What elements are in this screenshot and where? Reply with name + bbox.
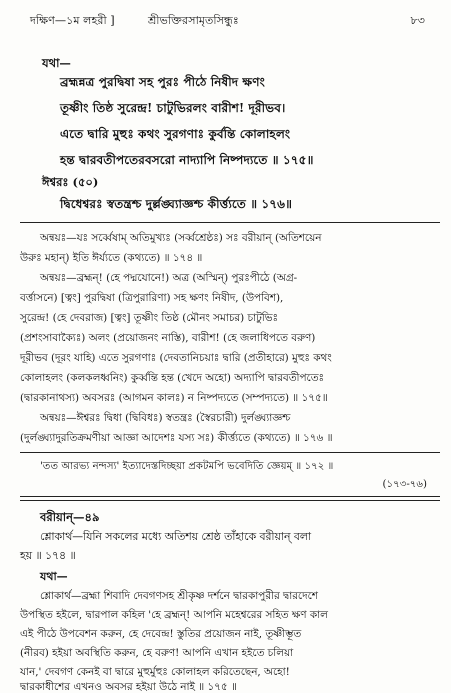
translation-line: শ্লোকার্থ—যিনি সকলের মধ্যে অতিশয় শ্রেষ্ঠ তাঁহাকে বরীয়ান্ বলা bbox=[40, 530, 312, 543]
verse-line: হন্ত দ্বারবতীপতেরবসরো নাদ্যাপি নিষ্পদ্যতে ॥ ১৭৫॥ bbox=[60, 153, 314, 167]
commentary-line: সুরেন্দ্র! (হে দেবরাজ) [ত্বং] তূষ্ণীং তিষ্ঠ (মৌনং সমাচর) চাটুভিঃ bbox=[20, 312, 279, 324]
commentary-line: দূরীভব (দূরং যাহি) এতে সুরগণাঃ (দেবতানিচয়াঃ দ্বারি (প্রতীহারে) মুহুঃ কথং bbox=[20, 352, 332, 364]
verse-line: এতে দ্বারি মুহুঃ কথং সুরগণাঃ কুর্বন্তি কোলাহলং bbox=[60, 127, 291, 141]
translation-line: হয় ॥ ১৭৪ ॥ bbox=[20, 549, 76, 562]
divider bbox=[20, 452, 440, 453]
chapter-label: দক্ষিণ—১ম লহরী ] bbox=[30, 14, 115, 27]
running-header bbox=[30, 12, 425, 30]
commentary-line: (দুর্লঙ্ঘ্যাদুরতিক্রমণীয়া আজ্ঞা আদেশঃ যস্য সঃ) কীর্ত্ত্যতে (কথ্যতে) ॥ ১৭৬ ॥ bbox=[20, 432, 333, 444]
commentary-line: (প্রশংসাবাক্যৈঃ) অলং (প্রয়োজনং নাস্তি), বারীশ! (হে জলাধিপতে বরুণ) bbox=[20, 332, 316, 344]
verse-label: যথা— bbox=[42, 56, 71, 70]
note-line: 'তত আরভ্য নন্দস্য' ইত্যাদেস্তদিচ্ছয়া প্রকটমপি ভবেদিতি জ্ঞেয়ম্ ॥ ১৭২ ॥ bbox=[40, 461, 334, 472]
translation-line: শ্লোকার্থ—ব্রহ্মা শিবাদি দেবগণসহ শ্রীকৃষ্ণ দর্শনে দ্বারকাপুরীর দ্বারদেশে bbox=[40, 590, 318, 602]
double-divider bbox=[20, 496, 440, 501]
commentary-line: (দ্বারকানাথস্য) অবসরঃ (আগমন কালঃ) ন নিষ্পদ্যতে (সম্পদ্যতে) ॥ ১৭৫॥ bbox=[20, 392, 328, 404]
section-heading: বরীয়ান্—৪৯ bbox=[40, 510, 100, 524]
translation-label: যথা— bbox=[40, 570, 68, 583]
note-verse-range: (১৭৩-৭৬) bbox=[382, 479, 427, 490]
divider bbox=[20, 222, 440, 223]
translation-line: এই পীঠে উপবেশন করুন, হে দেবেন্দ্র! স্তুতির প্রয়োজন নাই, তূষ্ণীম্ভূত bbox=[20, 628, 302, 640]
commentary-line: উরুঃ মহান্) ইতি ঈর্য্যতে (কথ্যতে) ॥ ১৭৪ ॥ bbox=[20, 252, 203, 264]
verse-line: ব্রহ্মন্নত্র পুরদ্বিষা সহ পুরঃ পীঠে নিষীদ ক্ষণং bbox=[60, 75, 265, 89]
commentary-line: অন্বয়ঃ—ব্রহ্মন্! (হে পদ্মযোনে!) অত্র (অস্মিন্) পুরঃপীঠে (অগ্র- bbox=[40, 272, 298, 284]
book-title: শ্রীভক্তিরসামৃতসিন্ধুঃ bbox=[148, 14, 239, 27]
translation-line: দ্বারকাধীশের এখনও অবসর হইয়া উঠে নাই ॥ ১৭৫ ॥ bbox=[20, 681, 237, 693]
page-number: ৮৩ bbox=[410, 14, 425, 27]
translation-line: (নীরব) হইয়া অবস্থিতি করুন, হে বরুণ! আপনি এখান হইতে চলিয়া bbox=[20, 647, 294, 659]
verse-label: ঈশ্বরঃ (৫০) bbox=[42, 175, 99, 189]
commentary-line: অন্বয়ঃ—ঈশ্বরঃ দ্বিধা (দ্বিবিধঃ) স্বতন্ত্রঃ (স্বৈরচারী) দুর্লঙ্ঘ্যাজ্ঞশ্চ bbox=[40, 412, 291, 424]
commentary-line: বর্ত্তাসনে) [ত্বং] পুরদ্বিষা (ত্রিপুরারিণা) সহ ক্ষণং নিষীদ, (উপবিশ), bbox=[20, 292, 284, 304]
commentary-line: কোলাহলং (কলকলধ্বনিং) কুর্ব্বন্তি হন্ত (খেদে অহো) অদ্যাপি দ্বারবতীপতেঃ bbox=[20, 372, 325, 384]
verse-line: দ্বিধেশ্বরঃ স্বতন্ত্রশ্চ দুর্ল্লঙ্ঘ্যাজ্ঞশ্চ কীর্ত্ত্যতে ॥ ১৭৬॥ bbox=[60, 197, 292, 211]
commentary-line: অন্বয়ঃ—যঃ সর্ব্বেষাম্ অতিমুখ্যঃ (সর্ব্বশ্রেষ্ঠঃ) সঃ বরীয়ান্ (অতিশয়েন bbox=[40, 232, 322, 244]
verse-line: তূষ্ণীং তিষ্ঠ সুরেন্দ্র! চাটুভিরলং বারীশ! দূরীভব। bbox=[60, 101, 286, 115]
translation-line: উপস্থিত হইলে, দ্বারপাল কহিল 'হে ব্রহ্মন্! আপনি মহেশ্বরের সহিত ক্ষণ কাল bbox=[20, 609, 328, 621]
translation-line: যান,' দেবগণ কেনই বা দ্বারে মুহুর্মুহুঃ কোলাহল করিতেছেন, অহো! bbox=[20, 666, 290, 678]
